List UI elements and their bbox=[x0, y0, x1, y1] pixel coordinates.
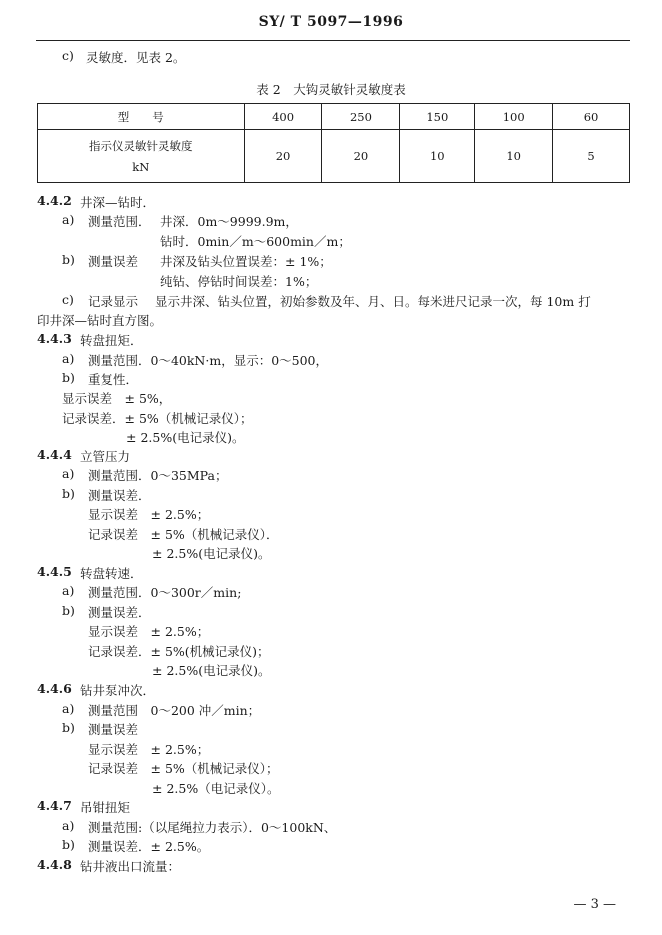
section-title: 转盘扭矩． bbox=[80, 333, 143, 348]
section-number: 4.4.6 bbox=[37, 681, 72, 696]
page-number: — 3 — bbox=[573, 897, 616, 912]
table-cell: 150 bbox=[400, 104, 475, 130]
item-label: a) bbox=[62, 212, 75, 227]
item-label: b) bbox=[62, 486, 75, 501]
item-text: 测量误差． bbox=[88, 488, 151, 503]
item-text: ± 2.5%(电记录仪)。 bbox=[126, 430, 245, 445]
item-text: ± 2.5%(电记录仪)。 bbox=[152, 663, 271, 678]
item-label: b) bbox=[62, 837, 75, 852]
item-text: 测量误差． bbox=[88, 605, 151, 620]
item-text: 测量范围．0～40kN·m，显示：0～500， bbox=[88, 353, 329, 368]
item-label: b) bbox=[62, 603, 75, 618]
section-number: 4.4.4 bbox=[37, 447, 72, 462]
item-label: c) bbox=[62, 292, 74, 307]
item-text: 测量误差 bbox=[88, 722, 139, 737]
table-row-label-line2: kN bbox=[132, 160, 150, 174]
item-head: 测量范围． bbox=[88, 214, 151, 229]
table-row bbox=[38, 104, 630, 130]
table-cell: 60 bbox=[553, 104, 630, 130]
item-text: 记录误差 ± 5%（机械记录仪）． bbox=[88, 527, 279, 542]
section-number: 4.4.7 bbox=[37, 798, 72, 813]
section-number: 4.4.8 bbox=[37, 857, 72, 872]
item-text: 测量范围 0～200 冲／min； bbox=[88, 703, 261, 718]
item-text: 测量范围．0～300r／min; bbox=[88, 585, 242, 600]
section-title: 立管压力 bbox=[80, 449, 131, 464]
table-caption: 表 2 大钩灵敏针灵敏度表 bbox=[256, 82, 406, 97]
page-header: SY/ T 5097—1996 bbox=[258, 14, 404, 30]
item-label: a) bbox=[62, 466, 75, 481]
item-head: 测量误差 bbox=[88, 254, 139, 269]
table-cell: 10 bbox=[400, 130, 475, 183]
table-cell: 5 bbox=[553, 130, 630, 183]
item-text: ± 2.5%（电记录仪）。 bbox=[152, 781, 280, 796]
section-title: 钻井泵冲次． bbox=[80, 683, 156, 698]
intro-label: c) bbox=[62, 48, 74, 63]
sensitivity-table bbox=[37, 103, 630, 183]
item-text: 测量范围．0～35MPa； bbox=[88, 468, 228, 483]
table-row-label: 型 号 bbox=[38, 104, 245, 130]
item-text: 显示误差 ± 2.5%； bbox=[88, 507, 210, 522]
item-text: ± 2.5%(电记录仪)。 bbox=[152, 546, 271, 561]
section-number: 4.4.2 bbox=[37, 193, 72, 208]
section-number: 4.4.3 bbox=[37, 331, 72, 346]
item-text: 印井深—钻时直方图。 bbox=[37, 313, 163, 328]
item-text: 井深及钻头位置误差：± 1%； bbox=[160, 254, 332, 269]
table-row-label bbox=[38, 130, 245, 183]
table-cell: 100 bbox=[475, 104, 553, 130]
item-text: 井深．0m～9999.9m， bbox=[160, 214, 298, 229]
item-label: a) bbox=[62, 701, 75, 716]
table-cell: 400 bbox=[244, 104, 322, 130]
item-text: 重复性． bbox=[88, 372, 139, 387]
item-label: a) bbox=[62, 818, 75, 833]
item-text: 记录误差．± 5%(机械记录仪)； bbox=[88, 644, 270, 659]
item-text: 显示井深、钻头位置，初始参数及年、月、日。每米进尺记录一次，每 10m 打 bbox=[155, 294, 591, 309]
table-cell: 10 bbox=[475, 130, 553, 183]
section-title: 吊钳扭矩 bbox=[80, 800, 131, 815]
item-text: 测量范围:（以尾绳拉力表示）．0～100kN、 bbox=[88, 820, 337, 835]
table-row-label-line1: 指示仪灵敏针灵敏度 bbox=[89, 139, 193, 153]
item-text: 记录误差．± 5%（机械记录仪）； bbox=[62, 411, 253, 426]
item-label: b) bbox=[62, 720, 75, 735]
section-title: 钻井液出口流量： bbox=[80, 859, 181, 874]
item-text: 纯钻、停钻时间误差：1%； bbox=[160, 274, 318, 289]
item-text: 测量误差．± 2.5%。 bbox=[88, 839, 210, 854]
item-label: a) bbox=[62, 351, 75, 366]
table-cell: 20 bbox=[244, 130, 322, 183]
table-row bbox=[38, 130, 630, 183]
item-head: 记录显示 bbox=[88, 294, 139, 309]
section-number: 4.4.5 bbox=[37, 564, 72, 579]
section-title: 转盘转速． bbox=[80, 566, 143, 581]
intro-text: 灵敏度．见表 2。 bbox=[86, 50, 186, 65]
item-label: a) bbox=[62, 583, 75, 598]
section-title: 井深—钻时． bbox=[80, 195, 156, 210]
table-cell: 250 bbox=[322, 104, 400, 130]
table-cell: 20 bbox=[322, 130, 400, 183]
item-text: 显示误差 ± 2.5%； bbox=[88, 624, 210, 639]
item-text: 钻时．0min／m～600min／m； bbox=[160, 234, 351, 249]
item-label: b) bbox=[62, 370, 75, 385]
header-rule bbox=[36, 40, 630, 41]
item-text: 显示误差 ± 2.5%； bbox=[88, 742, 210, 757]
item-text: 记录误差 ± 5%（机械记录仪）； bbox=[88, 761, 279, 776]
item-label: b) bbox=[62, 252, 75, 267]
item-text: 显示误差 ± 5%， bbox=[62, 391, 172, 406]
